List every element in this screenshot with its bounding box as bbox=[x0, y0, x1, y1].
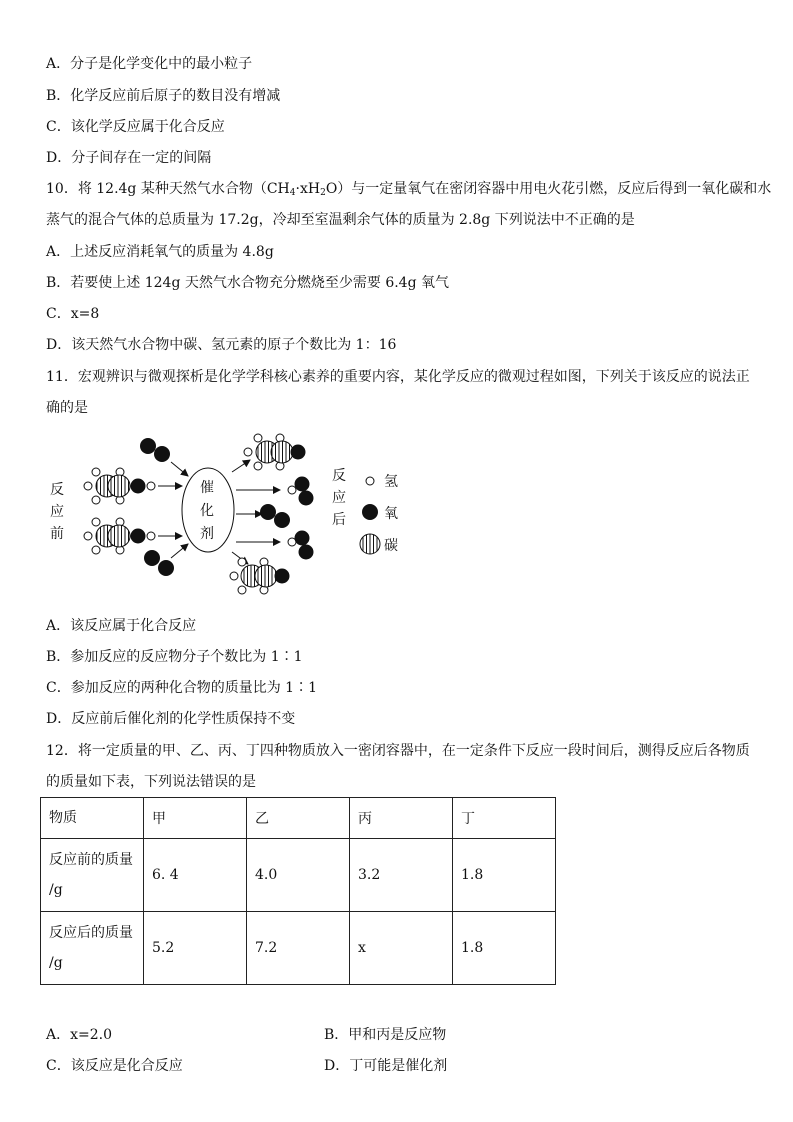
q9-option-d: D．分子间存在一定的间隔 bbox=[46, 150, 212, 166]
table-header-cell: 丁 bbox=[453, 798, 556, 839]
legend-carbon bbox=[360, 534, 398, 554]
table-header-row bbox=[41, 798, 556, 839]
q9-option-b: B．化学反应前后原子的数目没有增减 bbox=[46, 88, 281, 104]
q11-option-b: B．参加反应的反应物分子个数比为 1∶1 bbox=[46, 649, 303, 665]
q12-option-a: A．x=2.0 bbox=[46, 1027, 113, 1043]
table-cell: 4.0 bbox=[247, 839, 350, 912]
q10-stem-line-1 bbox=[46, 179, 771, 203]
table-row-label bbox=[41, 839, 144, 912]
q11-option-d: D．反应前后催化剂的化学性质保持不变 bbox=[46, 711, 296, 727]
row-label-line-1: 反应前的质量 bbox=[49, 852, 133, 868]
row-label-line-2: /g bbox=[49, 955, 63, 971]
table-cell: 1.8 bbox=[453, 839, 556, 912]
product-oxygen bbox=[260, 504, 290, 528]
table-cell: 7.2 bbox=[247, 912, 350, 985]
oxygen-atom-icon bbox=[362, 504, 378, 520]
row-label-line-2: /g bbox=[49, 882, 63, 898]
q10-option-c: C．x=8 bbox=[46, 306, 100, 322]
q11-stem-line-1: 11．宏观辨识与微观探析是化学学科核心素养的重要内容，某化学反应的微观过程如图，下列关于该反应的说法正 bbox=[46, 369, 750, 385]
before-label-1: 反 bbox=[50, 482, 64, 498]
q10-subscript-4: 4 bbox=[289, 188, 296, 198]
q12-stem-line-2: 的质量如下表，下列说法错误的是 bbox=[46, 774, 256, 790]
table-cell: 5.2 bbox=[144, 912, 247, 985]
q10-subscript-2: 2 bbox=[320, 188, 326, 198]
legend-hydrogen-label: 氢 bbox=[384, 474, 398, 490]
table-header-cell: 丙 bbox=[350, 798, 453, 839]
table-row bbox=[41, 839, 556, 912]
q11-option-a: A．该反应属于化合反应 bbox=[46, 618, 197, 634]
q12-mass-table bbox=[40, 797, 556, 985]
q10-option-d: D．该天然气水合物中碳、氢元素的原子个数比为 1：16 bbox=[46, 337, 397, 353]
product-water-1 bbox=[288, 477, 313, 505]
q12-stem-line-1: 12．将一定质量的甲、乙、丙、丁四种物质放入一密闭容器中，在一定条件下反应一段时间后，测得反应后各物质 bbox=[46, 743, 750, 759]
q10-option-a: A．上述反应消耗氧气的质量为 4.8g bbox=[46, 244, 274, 260]
product-water-2 bbox=[288, 531, 313, 559]
arrow-in-top bbox=[171, 462, 188, 476]
q12-option-b: B．甲和丙是反应物 bbox=[324, 1027, 447, 1043]
table-cell: 6. 4 bbox=[144, 839, 247, 912]
co-molecule-bottom bbox=[144, 550, 174, 576]
arrow-in-bottom bbox=[171, 544, 188, 558]
q9-option-a: A．分子是化学变化中的最小粒子 bbox=[46, 56, 253, 72]
arrow-out-1 bbox=[232, 460, 250, 472]
carbon-atom-icon bbox=[360, 534, 380, 554]
hydrogen-atom-icon bbox=[366, 477, 374, 485]
after-label-1: 反 bbox=[332, 468, 346, 484]
legend-oxygen bbox=[362, 504, 398, 522]
q10-stem-mid: ·xH bbox=[295, 181, 321, 197]
after-label-3: 后 bbox=[332, 512, 346, 528]
catalyst-label-3: 剂 bbox=[200, 526, 214, 542]
legend-carbon-label: 碳 bbox=[384, 538, 398, 554]
q11-option-c: C．参加反应的两种化合物的质量比为 1∶1 bbox=[46, 680, 317, 696]
q10-stem-post: O）与一定量氧气在密闭容器中用电火花引燃，反应后得到一氧化碳和水 bbox=[325, 181, 772, 197]
catalyst-label-2: 化 bbox=[200, 503, 214, 519]
table-cell: x bbox=[350, 912, 453, 985]
product-molecule-bottom bbox=[230, 558, 289, 594]
before-label-2: 应 bbox=[50, 504, 64, 520]
table-row-label bbox=[41, 912, 144, 985]
reaction-microscopic-diagram bbox=[40, 428, 420, 608]
q10-option-b: B．若要使上述 124g 天然气水合物充分燃烧至少需要 6.4g 氧气 bbox=[46, 275, 449, 291]
reactant-molecule-2 bbox=[84, 518, 155, 554]
table-cell: 1.8 bbox=[453, 912, 556, 985]
reactant-molecule-1 bbox=[84, 468, 155, 504]
catalyst-label-1: 催 bbox=[200, 480, 214, 496]
q10-stem-pre: 10．将 12.4g 某种天然气水合物（CH bbox=[46, 181, 290, 197]
q10-stem-line-2: 蒸气的混合气体的总质量为 17.2g，冷却至室温剩余气体的质量为 2.8g 下列说法中不正确的是 bbox=[46, 212, 635, 228]
legend-oxygen-label: 氧 bbox=[384, 506, 398, 522]
table-row bbox=[41, 912, 556, 985]
before-label-3: 前 bbox=[50, 526, 64, 542]
table-header-cell: 物质 bbox=[41, 798, 144, 839]
q12-option-c: C．该反应是化合反应 bbox=[46, 1058, 183, 1074]
table-cell: 3.2 bbox=[350, 839, 453, 912]
table-header-cell: 乙 bbox=[247, 798, 350, 839]
q12-option-d: D．丁可能是催化剂 bbox=[324, 1058, 448, 1074]
q11-stem-line-2: 确的是 bbox=[46, 400, 88, 416]
product-molecule-top bbox=[244, 434, 305, 470]
table-header-cell: 甲 bbox=[144, 798, 247, 839]
after-label-2: 应 bbox=[332, 490, 346, 506]
legend-hydrogen bbox=[366, 474, 398, 490]
row-label-line-1: 反应后的质量 bbox=[49, 925, 133, 941]
q9-option-c: C．该化学反应属于化合反应 bbox=[46, 119, 225, 135]
co-molecule-top bbox=[140, 438, 170, 462]
